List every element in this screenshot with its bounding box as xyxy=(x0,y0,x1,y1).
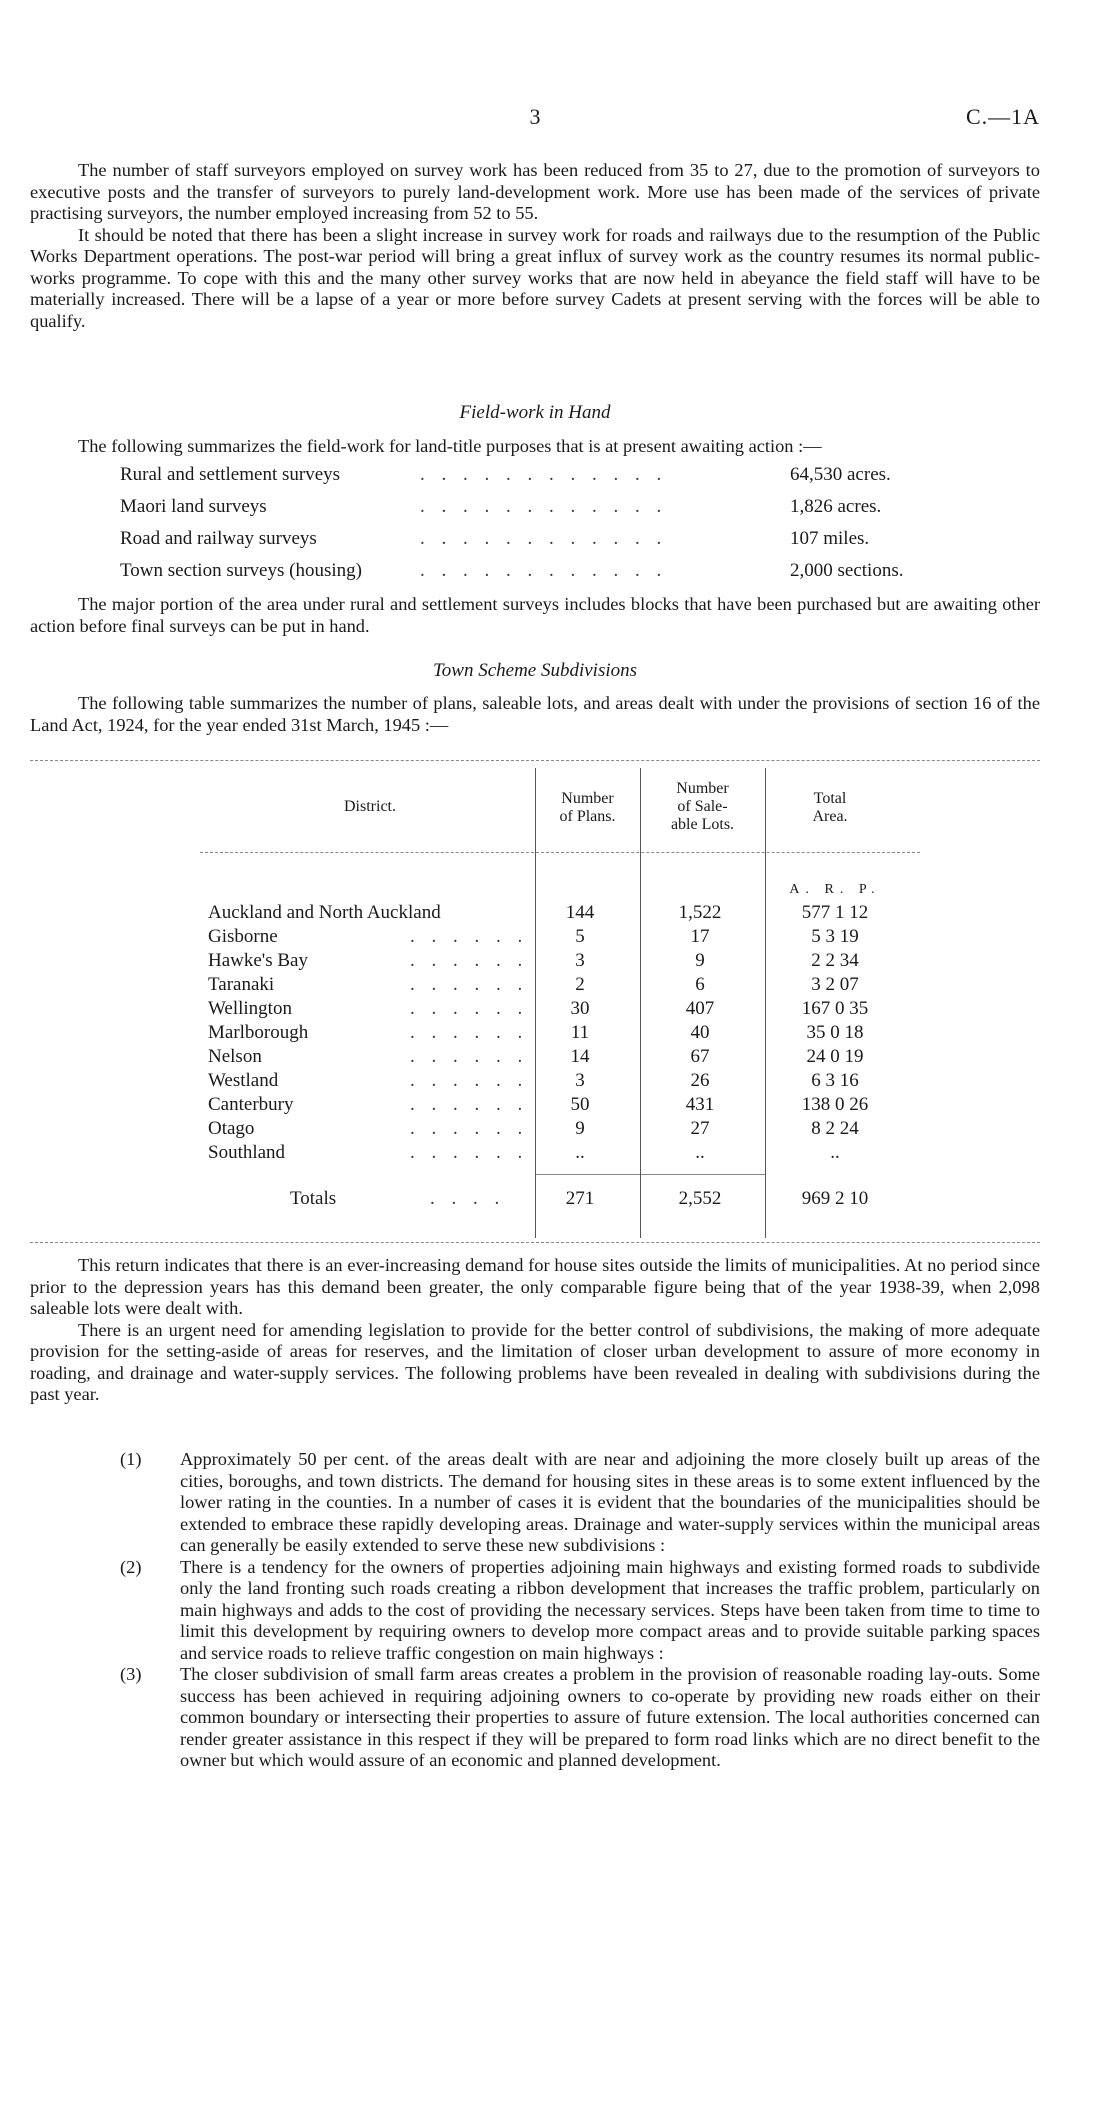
fieldwork-item-label: Road and railway surveys xyxy=(120,528,317,549)
page-number: 3 xyxy=(529,104,541,129)
header-lots-line: Number xyxy=(676,780,729,797)
header-plans-line: of Plans. xyxy=(559,808,616,825)
cell-district: Wellington xyxy=(208,998,292,1019)
totals-area: 969 2 10 xyxy=(801,1188,869,1209)
cell-district: Taranaki xyxy=(208,974,275,995)
header-district: District. xyxy=(344,798,396,815)
header-plans xyxy=(535,790,640,826)
leader-dots: . . . . . . . . . . . . xyxy=(420,464,668,485)
intro-section xyxy=(30,160,1040,332)
table-row xyxy=(30,1094,1040,1118)
fieldwork-item-value: 1,826 acres. xyxy=(790,496,882,517)
leader-dots: . . . . . . xyxy=(410,1142,529,1163)
problem-text: The closer subdivision of small farm areas creates a problem in the provision of reasonable roading lay-outs. Some success has been achieved in requiring adjoining owners to co-operate by providing new roads either on their common boundary or intersecting their properties to assure of future extension. The local authorities concerned can render greater assistance in this respect if they will be prepared to form road links which are no direct benefit to the owner but which would assure of an economic and planned development. xyxy=(180,1664,1040,1770)
paragraph-staff-surveyors: The number of staff surveyors employed on survey work has been reduced from 35 to 27, due to the promotion of surveyors to executive posts and the transfer of surveyors to purely land-development work. More use has been made of the services of private practising surveyors, the number employed increasing from 52 to 55. xyxy=(30,160,1040,223)
leader-dots: . . . . . . xyxy=(410,1046,529,1067)
table-top-rule xyxy=(30,760,1040,761)
page-header xyxy=(30,104,1040,134)
leader-dots: . . . . . . xyxy=(410,950,529,971)
cell-district: Nelson xyxy=(208,1046,262,1067)
cell-plans: 14 xyxy=(570,1046,590,1067)
totals-plans: 271 xyxy=(565,1188,595,1209)
paragraph-demand: This return indicates that there is an ever-increasing demand for house sites outside the limits of municipalities. At no period since prior to the depression years has this demand been greater, the only comparable figure being that of the year 1938-39, when 2,098 saleable lots were dealt with. xyxy=(30,1255,1040,1318)
fieldwork-item-label: Rural and settlement surveys xyxy=(120,464,341,485)
paragraph-survey-increase: It should be noted that there has been a slight increase in survey work for roads and railways due to the resumption of the Public Works Department operations. The post-war period will bring a great influx of survey work as the country resumes its normal public-works programme. To cope with this and the many other survey works that are now held in abeyance the field staff will have to be materially increased. There will be a lapse of a year or more before survey Cadets at present serving with the forces will be able to qualify. xyxy=(30,224,1040,331)
document-code: C.—1A xyxy=(965,104,1040,129)
table-row xyxy=(30,1118,1040,1142)
totals-row xyxy=(30,1188,1040,1212)
cell-area: 35 0 18 xyxy=(806,1022,864,1043)
cell-plans: 11 xyxy=(570,1022,590,1043)
fieldwork-heading: Field-work in Hand xyxy=(459,402,611,423)
cell-district: Gisborne xyxy=(208,926,278,947)
town-scheme-intro-text: The following table summarizes the number of plans, saleable lots, and areas dealt with under the provisions of section 16 of the Land Act, 1924, for the year ended 31st March, 1945 :— xyxy=(30,693,1040,735)
cell-district: Hawke's Bay xyxy=(208,950,308,971)
fieldwork-item-label: Maori land surveys xyxy=(120,496,267,517)
problem-item xyxy=(120,1449,1040,1557)
problem-text: Approximately 50 per cent. of the areas dealt with are near and adjoining the more closely built up areas of the cities, boroughs, and town districts. The demand for housing sites in these areas is to some extent influenced by the lower rating in the counties. In a number of cases it is evident that the boundaries of the municipalities should be extended to embrace these rapidly developing areas. Drainage and water-supply services within the municipal areas can generally be easily extended to serve these new subdivisions : xyxy=(180,1449,1040,1555)
cell-area: 2 2 34 xyxy=(811,950,859,971)
totals-label: Totals xyxy=(290,1188,337,1209)
cell-plans: 9 xyxy=(575,1118,585,1139)
totals-lots: 2,552 xyxy=(678,1188,722,1209)
header-lots-line: able Lots. xyxy=(670,816,735,833)
cell-district: Westland xyxy=(208,1070,279,1091)
table-row xyxy=(30,950,1040,974)
problem-number: (2) xyxy=(120,1556,142,1577)
problem-number: (3) xyxy=(120,1664,142,1684)
leader-dots: . . . . . . . . . . . . xyxy=(420,560,668,581)
cell-plans: 5 xyxy=(575,926,585,947)
totals-rule xyxy=(535,1174,765,1175)
cell-lots: 26 xyxy=(690,1070,710,1091)
cell-lots: 407 xyxy=(685,998,715,1019)
table-row xyxy=(30,1070,1040,1094)
cell-lots: .. xyxy=(695,1142,705,1163)
fieldwork-note-text: The major portion of the area under rural and settlement surveys includes blocks that have been purchased but are awaiting other action before final surveys can be put in hand. xyxy=(30,594,1040,636)
fieldwork-item xyxy=(120,464,950,496)
fieldwork-item xyxy=(120,496,950,528)
leader-dots: . . . . . . xyxy=(410,974,529,995)
cell-lots: 67 xyxy=(690,1046,710,1067)
header-area xyxy=(765,790,895,826)
cell-district: Marlborough xyxy=(208,1022,309,1043)
leader-dots: . . . . . . xyxy=(410,1094,529,1115)
town-scheme-intro xyxy=(30,693,1040,736)
fieldwork-item-value: 107 miles. xyxy=(790,528,870,549)
table-row xyxy=(30,1142,1040,1166)
cell-lots: 27 xyxy=(690,1118,710,1139)
fieldwork-note xyxy=(30,594,1040,637)
cell-area: 167 0 35 xyxy=(801,998,869,1019)
leader-dots: . . . . . . xyxy=(410,926,529,947)
cell-area: 577 1 12 xyxy=(801,902,869,923)
header-area-line: Area. xyxy=(812,808,848,825)
fieldwork-intro xyxy=(30,436,1040,458)
cell-lots: 17 xyxy=(690,926,710,947)
fieldwork-item xyxy=(120,528,950,560)
closing-section xyxy=(30,1255,1040,1406)
area-units: A. R. P. xyxy=(789,882,881,897)
cell-plans: 2 xyxy=(575,974,585,995)
header-plans-line: Number xyxy=(561,790,614,807)
cell-area: 5 3 19 xyxy=(811,926,859,947)
cell-lots: 9 xyxy=(695,950,705,971)
leader-dots: . . . . . . . . . . . . xyxy=(420,496,668,517)
cell-district: Otago xyxy=(208,1118,255,1139)
table-row xyxy=(30,902,1040,926)
leader-dots: . . . . xyxy=(430,1188,506,1209)
table-row xyxy=(30,1046,1040,1070)
cell-lots: 40 xyxy=(690,1022,710,1043)
cell-area: .. xyxy=(830,1142,840,1163)
cell-lots: 1,522 xyxy=(678,902,722,923)
fieldwork-item xyxy=(120,560,950,592)
town-scheme-heading: Town Scheme Subdivisions xyxy=(432,660,638,681)
cell-plans: 3 xyxy=(575,950,585,971)
leader-dots: . . . . . . . . . . . . xyxy=(420,528,668,549)
fieldwork-intro-text: The following summarizes the field-work for land-title purposes that is at present awaiting action :— xyxy=(78,436,822,456)
leader-dots: . . . . . . xyxy=(410,998,529,1019)
table-row xyxy=(30,974,1040,998)
cell-area: 8 2 24 xyxy=(811,1118,859,1139)
problem-number: (1) xyxy=(120,1449,142,1469)
subdivisions-table xyxy=(30,760,1040,1246)
cell-lots: 431 xyxy=(685,1094,715,1115)
table-header-rule xyxy=(200,852,920,853)
problem-text: There is a tendency for the owners of properties adjoining main highways and existing formed roads to subdivide only the land fronting such roads creating a ribbon development that increases the traffic problem, particularly on main highways and adds to the cost of providing the necessary services. Steps have been taken from time to time to limit this development by requiring owners to develop more compact areas and to provide suitable parking spaces and service roads to relieve traffic congestion on main highways : xyxy=(180,1556,1040,1663)
leader-dots: . . . . . . xyxy=(410,1070,529,1091)
leader-dots: . . . . . . xyxy=(410,1022,529,1043)
cell-area: 6 3 16 xyxy=(811,1070,859,1091)
header-lots xyxy=(640,780,765,834)
cell-area: 24 0 19 xyxy=(806,1046,864,1067)
cell-district: Canterbury xyxy=(208,1094,294,1115)
leader-dots: . . . . . . xyxy=(410,1118,529,1139)
header-area-line: Total xyxy=(813,790,847,807)
cell-plans: .. xyxy=(575,1142,585,1163)
table-row xyxy=(30,998,1040,1022)
cell-lots: 6 xyxy=(695,974,705,995)
fieldwork-item-value: 64,530 acres. xyxy=(790,464,891,485)
cell-plans: 30 xyxy=(570,998,590,1019)
problems-list xyxy=(120,1449,1040,1772)
cell-district: Auckland and North Auckland xyxy=(208,902,441,923)
paragraph-legislation: There is an urgent need for amending legislation to provide for the better control of subdivisions, the making of more adequate provision for the setting-aside of areas for reserves, and the limitation of closer urban development to assure of more economy in roading, and drainage and water-supply services. The following problems have been revealed in dealing with subdivisions during the past year. xyxy=(30,1319,1040,1404)
table-row xyxy=(30,926,1040,950)
cell-area: 3 2 07 xyxy=(811,974,859,995)
cell-plans: 50 xyxy=(570,1094,590,1115)
cell-district: Southland xyxy=(208,1142,286,1163)
table-row xyxy=(30,1022,1040,1046)
problem-item xyxy=(120,1557,1040,1665)
fieldwork-item-label: Town section surveys (housing) xyxy=(120,560,362,581)
cell-area: 138 0 26 xyxy=(801,1094,869,1115)
header-lots-line: of Sale- xyxy=(677,798,728,815)
cell-plans: 144 xyxy=(565,902,595,923)
problem-item xyxy=(120,1664,1040,1772)
cell-plans: 3 xyxy=(575,1070,585,1091)
fieldwork-item-value: 2,000 sections. xyxy=(790,560,904,581)
table-bottom-rule xyxy=(30,1242,1040,1243)
